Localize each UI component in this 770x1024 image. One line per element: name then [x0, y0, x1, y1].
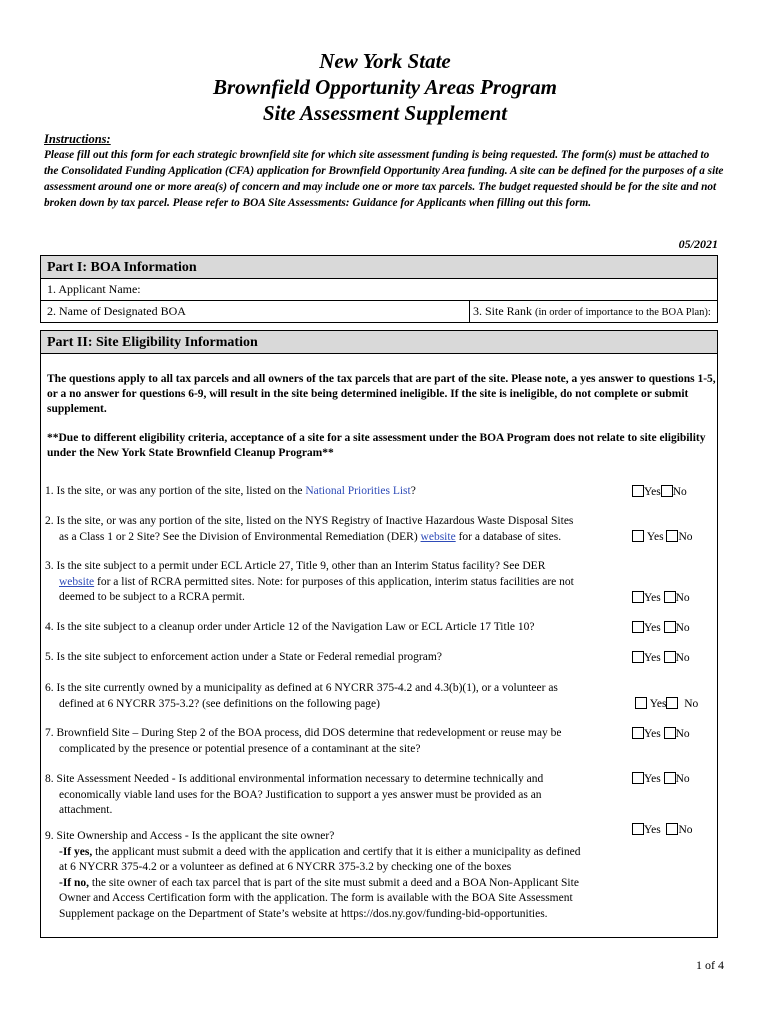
q8-yes-checkbox[interactable]: [632, 772, 644, 784]
q9-no-label: No: [678, 824, 693, 836]
title-line-2: Brownfield Opportunity Areas Program: [212, 75, 558, 99]
q9-no-checkbox[interactable]: [666, 823, 678, 835]
question-8-line-3: attachment.: [59, 804, 113, 816]
question-3-line-3: deemed to be subject to a RCRA permit.: [59, 591, 245, 603]
question-6: [45, 681, 635, 712]
q9-yes-checkbox[interactable]: [632, 823, 644, 835]
q2-no-label: No: [678, 531, 693, 543]
q1-answer: [632, 485, 687, 499]
q3-yes-checkbox[interactable]: [632, 591, 644, 603]
question-3-line-2: for a list of RCRA permitted sites. Note: for purposes of this application, interim status facilities are not: [94, 575, 574, 588]
question-8-line-1: 8. Site Assessment Needed - Is additional environmental information necessary to determine technically and: [45, 773, 544, 785]
question-3-line-1: 3. Is the site subject to a permit under ECL Article 27, Title 9, other than an Interim Status facility? See DER: [45, 560, 546, 572]
question-6-line-2: defined at 6 NYCRR 375-3.2? (see definitions on the following page): [59, 697, 380, 710]
instructions-text: Please fill out this form for each strategic brownfield site for which site assessment funding is being requested. The form(s) must be attached to the Consolidated Funding Application (CFA) application for Brownfield Opportunity Area funding. A site can be defined for the purposes of a site assessment around one or more area(s) of concern and may include one or more tax parcels. The budget requested should be for the site and not broken down by tax parcel. Please refer to BOA Site Assessments: Guidance for Applicants when filling out this form.: [44, 149, 724, 209]
form-date: 05/2021: [678, 237, 718, 251]
question-3: [45, 559, 635, 606]
title-line-3: Site Assessment Supplement: [262, 101, 508, 125]
page-number: 1 of 4: [696, 958, 724, 972]
der-rcra-website-link[interactable]: website: [59, 575, 95, 588]
question-8: [45, 772, 635, 819]
q7-no-checkbox[interactable]: [664, 727, 676, 739]
question-2: [45, 514, 635, 545]
q6-no-checkbox[interactable]: [666, 697, 678, 709]
q8-no-checkbox[interactable]: [664, 772, 676, 784]
part2-note: **Due to different eligibility criteria, acceptance of a site for a site assessment under the BOA Program does not relate to site eligibility under the New York State Brownfield Cleanup Program**: [47, 432, 706, 459]
q9-answer: [632, 823, 693, 837]
q5-no-label: No: [675, 652, 690, 664]
q9-if-no-line-3: Supplement package on the Department of State’s website at https://dos.ny.gov/funding-bid-opportunities.: [59, 907, 548, 920]
q3-answer: [632, 591, 690, 605]
q6-yes-label: Yes: [649, 698, 667, 710]
q4-no-checkbox[interactable]: [664, 621, 676, 633]
question-2-line-2: as a Class 1 or 2 Site? See the Division of Environmental Remediation (DER): [59, 530, 421, 543]
q3-yes-label: Yes: [644, 592, 661, 604]
question-1-end: ?: [410, 485, 416, 497]
question-2-line-2-end: for a database of sites.: [455, 530, 562, 543]
q3-no-checkbox[interactable]: [664, 591, 676, 603]
applicant-name-label: 1. Applicant Name:: [47, 282, 141, 296]
q1-yes-checkbox[interactable]: [632, 485, 644, 497]
title-line-1: New York State: [319, 49, 451, 73]
q5-yes-checkbox[interactable]: [632, 651, 644, 663]
q4-yes-label: Yes: [644, 622, 661, 634]
site-rank-field[interactable]: [469, 301, 711, 322]
boa-name-row: [40, 301, 718, 323]
q9-if-no-lead: -If no,: [59, 876, 90, 889]
q1-yes-label: Yes: [644, 486, 661, 498]
part1-header: Part I: BOA Information: [40, 255, 718, 279]
q6-answer: [632, 697, 698, 711]
question-6-line-1: 6. Is the site currently owned by a municipality as defined at 6 NYCRR 375-4.2 and 4.3(b)(1), or a volunteer as: [45, 682, 558, 694]
q7-answer: [632, 727, 690, 741]
site-rank-note: (in order of importance to the BOA Plan):: [535, 307, 711, 318]
q8-yes-label: Yes: [644, 773, 661, 785]
q9-yes-label: Yes: [644, 824, 661, 836]
question-7-line-2: complicated by the presence or potential presence of a contaminant at the site?: [59, 742, 421, 755]
q1-no-checkbox[interactable]: [661, 485, 673, 497]
der-website-link[interactable]: website: [420, 530, 456, 543]
q4-no-label: No: [675, 622, 690, 634]
part2-intro: The questions apply to all tax parcels and all owners of the tax parcels that are part of the site. Please note, a yes answer to questions 1-5, or a no answer for questions 6-9, will result in the site being determined ineligible. If the site is ineligible, do not complete or submit supplement.: [47, 373, 716, 415]
question-7: [45, 726, 635, 757]
q2-yes-label: Yes: [646, 531, 664, 543]
document-title: [0, 48, 770, 126]
instructions-heading: Instructions:: [44, 132, 111, 146]
q5-answer: [632, 651, 690, 665]
q6-no-label: No: [684, 698, 699, 710]
q5-no-checkbox[interactable]: [664, 651, 676, 663]
q2-no-checkbox[interactable]: [666, 530, 678, 542]
q4-yes-checkbox[interactable]: [632, 621, 644, 633]
q9-if-yes-lead: -If yes,: [59, 845, 93, 858]
boa-name-field[interactable]: 2. Name of Designated BOA: [47, 304, 186, 318]
question-7-line-1: 7. Brownfield Site – During Step 2 of the BOA process, did DOS determine that redevelopment or reuse may be: [45, 727, 562, 739]
question-8-line-2: economically viable land uses for the BOA? Justification to support a yes answer must be provided as an: [59, 788, 542, 801]
question-1: [45, 484, 635, 500]
part2-header: Part II: Site Eligibility Information: [40, 330, 718, 354]
question-9-line-1: 9. Site Ownership and Access - Is the applicant the site owner?: [45, 830, 335, 842]
question-2-line-1: 2. Is the site, or was any portion of the site, listed on the NYS Registry of Inactive Hazardous Waste Disposal Sites: [45, 515, 574, 527]
q2-yes-checkbox[interactable]: [632, 530, 644, 542]
site-rank-label: 3. Site Rank: [473, 304, 532, 318]
q1-no-label: No: [672, 486, 687, 498]
q3-no-label: No: [675, 592, 690, 604]
question-1-text: 1. Is the site, or was any portion of the site, listed on the: [45, 485, 306, 497]
question-9: [45, 829, 635, 922]
q7-no-label: No: [675, 728, 690, 740]
question-4: 4. Is the site subject to a cleanup order under Article 12 of the Navigation Law or ECL Article 17 Title 10?: [45, 621, 535, 633]
q8-answer: [632, 772, 690, 786]
q9-if-yes-line-2: at 6 NYCRR 375-4.2 or a volunteer as defined at 6 NYCRR 375-3.2 by checking one of the boxes: [59, 861, 512, 873]
q8-no-label: No: [675, 773, 690, 785]
q7-yes-label: Yes: [644, 728, 661, 740]
q2-answer: [632, 530, 693, 544]
q9-if-no-line-2: Owner and Access Certification form with the application. The form is available with the BOA Site Assessment: [59, 892, 573, 904]
q4-answer: [632, 621, 690, 635]
national-priorities-list-link[interactable]: National Priorities List: [305, 485, 411, 497]
q6-yes-checkbox[interactable]: [635, 697, 647, 709]
q9-if-yes-text: the applicant must submit a deed with the application and certify that it is either a municipality as defined: [92, 845, 581, 858]
q7-yes-checkbox[interactable]: [632, 727, 644, 739]
q5-yes-label: Yes: [644, 652, 661, 664]
q9-if-no-text: the site owner of each tax parcel that is part of the site must submit a deed and a BOA Non-Applicant Site: [89, 876, 579, 889]
applicant-name-field[interactable]: [40, 279, 718, 301]
question-5: 5. Is the site subject to enforcement action under a State or Federal remedial program?: [45, 651, 442, 663]
